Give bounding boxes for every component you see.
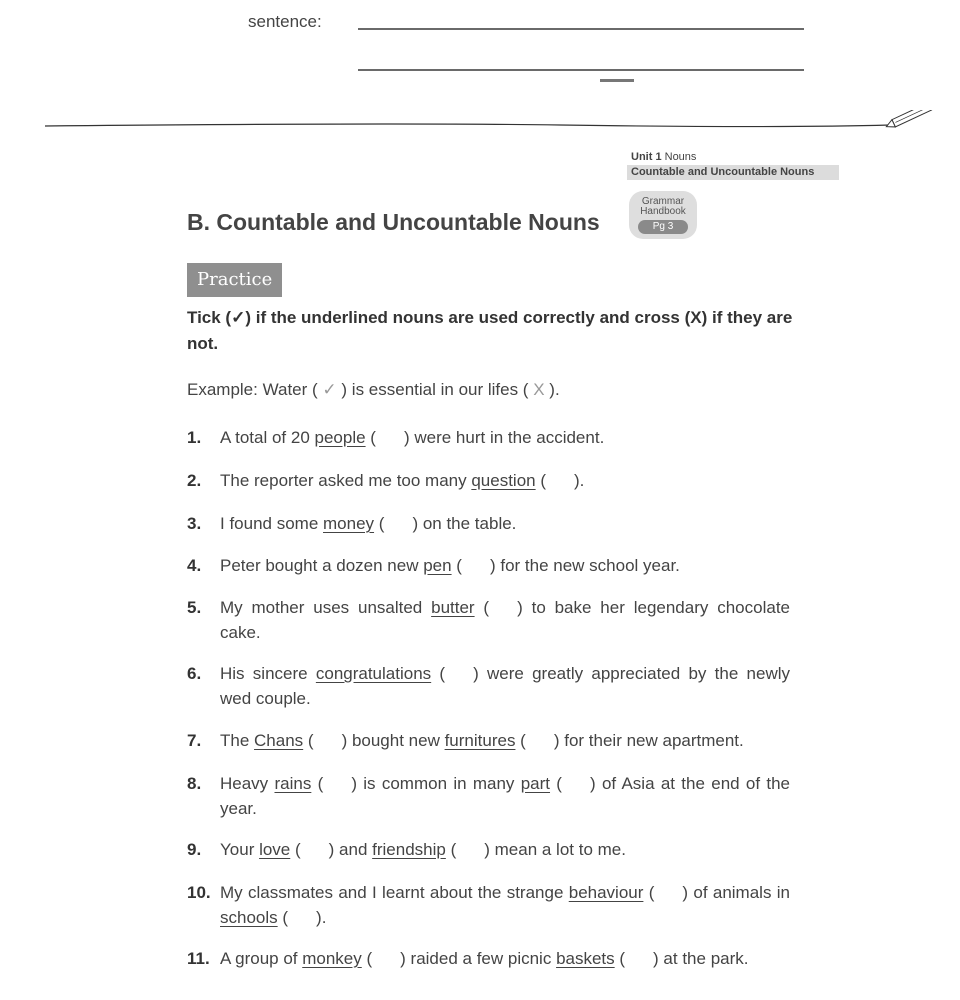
underlined-noun: baskets [556, 949, 615, 968]
unit-line [631, 151, 696, 163]
underlined-noun: love [259, 840, 291, 859]
answer-bracket-open: ( [303, 731, 314, 750]
answer-bracket-open: ( [365, 428, 376, 447]
answer-line-2[interactable] [358, 69, 804, 71]
question-text-part: I found some [220, 514, 324, 533]
question-number: 4. [187, 556, 202, 575]
question-text-part: Peter bought a dozen new [220, 556, 424, 575]
question-number: 8. [187, 774, 202, 793]
answer-bracket-open: ( [643, 883, 655, 902]
unit-topic: Nouns [664, 151, 697, 163]
question-text-part: My mother uses unsalted [220, 598, 432, 617]
answer-bracket-open: ( [451, 556, 462, 575]
question-text-part: ) is common in many [351, 774, 521, 793]
question-text [220, 661, 790, 711]
question-text [220, 837, 790, 862]
example [187, 380, 560, 400]
question-text-part: Heavy [220, 774, 275, 793]
question-text-part: My classmates and I learnt about the strange [220, 883, 569, 902]
question-text [220, 425, 790, 450]
answer-bracket-open: ( [445, 840, 457, 859]
handbook-line-2: Handbook [640, 206, 686, 217]
question-text [220, 553, 790, 578]
question-text-part: ) at the park. [653, 949, 749, 968]
question-number: 3. [187, 514, 202, 533]
question-item [187, 728, 790, 753]
tick-icon: ✓ [322, 380, 337, 399]
question-text-part: ) on the table. [412, 514, 517, 533]
question-text-part: ) for their new apartment. [553, 731, 744, 750]
question-text-part: A group of [220, 949, 303, 968]
answer-bracket-open: ( [374, 514, 385, 533]
answer-bracket-open: ( [535, 471, 547, 490]
answer-bracket-open: ( [614, 949, 626, 968]
question-text-part: ) bought new [341, 731, 445, 750]
question-item [187, 468, 790, 493]
question-text-part: ) mean a lot to me. [484, 840, 626, 859]
question-item [187, 553, 790, 578]
question-text-part: ) were hurt in the accident. [403, 428, 605, 447]
question-text [220, 511, 790, 536]
question-number: 9. [187, 840, 202, 859]
question-text-part: ). [316, 908, 327, 927]
underlined-noun: furnitures [444, 731, 516, 750]
section-title: B. Countable and Uncountable Nouns [187, 209, 600, 235]
question-item [187, 837, 790, 862]
answer-bracket-open: ( [515, 731, 526, 750]
question-item [187, 771, 790, 821]
question-text-part: The [220, 731, 255, 750]
example-prefix: Example: Water ( [187, 380, 318, 399]
question-item [187, 511, 790, 536]
answer-bracket-open: ( [474, 598, 490, 617]
pencil-icon [885, 110, 932, 130]
subtopic-bar: Countable and Uncountable Nouns [627, 165, 839, 180]
question-text-part: ) raided a few picnic [400, 949, 557, 968]
question-text [220, 771, 790, 821]
unit-label: Unit 1 [631, 151, 662, 163]
underlined-noun: butter [431, 598, 475, 617]
underlined-noun: money [323, 514, 375, 533]
answer-bracket-open: ( [361, 949, 373, 968]
question-text-part: A total of 20 [220, 428, 315, 447]
answer-bracket-open: ( [550, 774, 562, 793]
example-middle: ) is essential in our lifes ( [341, 380, 529, 399]
cut-line [0, 110, 960, 140]
question-text [220, 946, 790, 971]
sentence-label: sentence: [248, 12, 322, 31]
underlined-noun: schools [220, 908, 278, 927]
underlined-noun: behaviour [568, 883, 644, 902]
question-text-part: ) of animals in [682, 883, 790, 902]
underlined-noun: people [314, 428, 366, 447]
handbook-page: Pg 3 [638, 220, 688, 234]
question-item [187, 595, 790, 645]
underlined-noun: part [520, 774, 551, 793]
grammar-handbook-badge [629, 191, 697, 239]
question-item [187, 425, 790, 450]
cross-icon: X [533, 380, 545, 399]
underlined-noun: rains [274, 774, 312, 793]
question-item [187, 946, 790, 971]
question-number: 11. [187, 949, 210, 968]
question-text-part: ) and [328, 840, 373, 859]
question-text [220, 468, 790, 493]
answer-bracket-open: ( [311, 774, 324, 793]
question-text-part: ) to bake her legendary chocolate cake. [220, 598, 790, 642]
example-suffix: ). [549, 380, 560, 399]
page-dash [600, 79, 634, 82]
underlined-noun: Chans [254, 731, 304, 750]
question-number: 1. [187, 428, 202, 447]
underlined-noun: monkey [302, 949, 362, 968]
question-text-part: The reporter asked me too many [220, 471, 472, 490]
question-text-part: ) of Asia at the end of the year. [220, 774, 790, 818]
handbook-line-1: Grammar [641, 196, 685, 207]
underlined-noun: question [471, 471, 536, 490]
question-text-part: ). [574, 471, 585, 490]
question-text [220, 595, 790, 645]
answer-line-1[interactable] [358, 28, 804, 30]
underlined-noun: friendship [372, 840, 446, 859]
question-number: 5. [187, 598, 202, 617]
question-item [187, 661, 790, 711]
underlined-noun: congratulations [315, 664, 432, 683]
question-text-part: ) for the new school year. [489, 556, 680, 575]
underlined-noun: pen [423, 556, 452, 575]
question-text-part: His sincere [220, 664, 316, 683]
answer-bracket-open: ( [277, 908, 289, 927]
question-number: 10. [187, 883, 211, 902]
question-text [220, 728, 790, 753]
answer-bracket-open: ( [290, 840, 301, 859]
question-text-part: Your [220, 840, 260, 859]
instruction: Tick (✓) if the underlined nouns are used correctly and cross (X) if they are not. [187, 308, 793, 353]
practice-label: Practice [187, 263, 282, 297]
question-number: 7. [187, 731, 202, 750]
question-number: 6. [187, 664, 202, 683]
question-text [220, 880, 790, 930]
question-text-part: ) were greatly appreciated by the newly wed couple. [220, 664, 791, 708]
question-item [187, 880, 790, 930]
answer-bracket-open: ( [431, 664, 446, 683]
question-number: 2. [187, 471, 202, 490]
